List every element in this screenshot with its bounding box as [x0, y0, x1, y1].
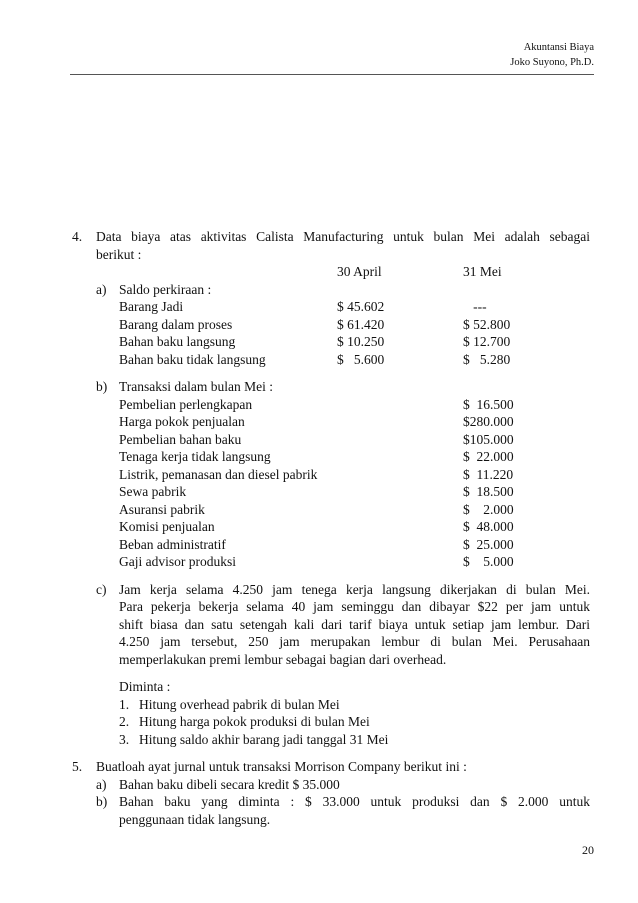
q5-b-marker: b): [96, 794, 108, 809]
diminta-item: [72, 713, 590, 731]
section-c-text: shift biasa dan satu setengah kali dari tarif biaya untuk setiap jam lembur. Dari: [119, 616, 590, 632]
header-title: Akuntansi Biaya: [523, 42, 594, 53]
saldo-mei: $ 52.800: [463, 316, 511, 332]
saldo-mei: $ 12.700: [463, 334, 511, 349]
section-a-title: [72, 281, 590, 299]
section-b-heading: Transaksi dalam bulan Mei :: [119, 379, 273, 394]
saldo-label: Bahan baku langsung: [119, 334, 236, 349]
q5-a-marker: a): [96, 776, 107, 792]
section-c-line: [72, 651, 590, 669]
q5-line1: [72, 758, 590, 776]
q4-line2: [72, 246, 590, 264]
transaksi-amount: $ 11.220: [463, 466, 514, 482]
q5-item-b: [72, 793, 590, 811]
saldo-row: [72, 333, 590, 351]
header-rule: [70, 74, 594, 75]
q4-intro-line1: Data biaya atas aktivitas Calista Manufacturing untuk bulan Mei adalah sebagai: [96, 229, 590, 244]
transaksi-label: Sewa pabrik: [119, 484, 187, 499]
transaksi-amount: $ 22.000: [463, 449, 514, 464]
diminta-text: Hitung saldo akhir barang jadi tanggal 31 Mei: [139, 731, 389, 747]
transaksi-row: [72, 466, 590, 484]
transaksi-amount: $280.000: [463, 414, 514, 429]
transaksi-label: Pembelian perlengkapan: [119, 396, 253, 412]
saldo-april: $ 5.600: [337, 351, 385, 367]
saldo-label: Bahan baku tidak langsung: [119, 351, 266, 367]
diminta-number: 3.: [119, 731, 130, 747]
transaksi-row: [72, 448, 590, 466]
q5-item-a: [72, 776, 590, 794]
section-c-text: Jam kerja selama 4.250 jam tenega kerja langsung dikerjakan di bulan Mei.: [119, 581, 590, 597]
transaksi-row: [72, 396, 590, 414]
transaksi-label: Pembelian bahan baku: [119, 431, 242, 447]
diminta-title: [72, 678, 590, 696]
q4-intro-line2: berikut :: [96, 246, 142, 262]
page-body: [72, 228, 590, 828]
transaksi-row: [72, 413, 590, 431]
transaksi-amount: $ 2.000: [463, 501, 514, 517]
transaksi-label: Beban administratif: [119, 536, 226, 552]
section-c-line: [72, 633, 590, 651]
diminta-number: 2.: [119, 714, 130, 729]
transaksi-row: [72, 483, 590, 501]
diminta-text: Hitung harga pokok produksi di bulan Mei: [139, 714, 370, 729]
column-headers: [72, 263, 590, 281]
transaksi-amount: $ 25.000: [463, 536, 514, 552]
page-number: 20: [582, 843, 594, 857]
transaksi-row: [72, 518, 590, 536]
saldo-mei: $ 5.280: [463, 351, 511, 367]
saldo-row: [72, 316, 590, 334]
transaksi-label: Gaji advisor produksi: [119, 554, 236, 569]
transaksi-amount: $ 48.000: [463, 519, 514, 534]
diminta-item: [72, 731, 590, 749]
transaksi-row: [72, 501, 590, 519]
column-header-april: 30 April: [337, 264, 382, 279]
transaksi-row: [72, 536, 590, 554]
section-c-marker: c): [96, 581, 107, 597]
q4-number: 4.: [72, 229, 83, 244]
transaksi-amount: $ 5.000: [463, 554, 514, 569]
saldo-april: $ 10.250: [337, 334, 385, 349]
column-header-mei: 31 Mei: [463, 264, 502, 279]
transaksi-label: Komisi penjualan: [119, 519, 215, 534]
transaksi-label: Asuransi pabrik: [119, 501, 205, 517]
section-c-line: [72, 581, 590, 599]
transaksi-label: Tenaga kerja tidak langsung: [119, 449, 271, 464]
diminta-item: [72, 696, 590, 714]
section-c-text: Para pekerja bekerja selama 40 jam seminggu dan dibayar $22 per jam untuk: [119, 599, 590, 614]
section-c-text: memperlakukan premi lembur sebagai bagian dari overhead.: [119, 651, 447, 667]
q4-line1: [72, 228, 590, 246]
diminta-number: 1.: [119, 696, 130, 712]
section-b-title: [72, 378, 590, 396]
diminta-text: Hitung overhead pabrik di bulan Mei: [139, 696, 340, 712]
transaksi-amount: $ 18.500: [463, 484, 514, 499]
saldo-april: $ 61.420: [337, 316, 385, 332]
q5-a-text: Bahan baku dibeli secara kredit $ 35.000: [119, 776, 340, 792]
section-a-heading: Saldo perkiraan :: [119, 281, 212, 297]
transaksi-row: [72, 553, 590, 571]
q5-number: 5.: [72, 759, 83, 774]
section-c-line: [72, 598, 590, 616]
section-c-text: 4.250 jam tersebut, 250 jam merupakan lembur di bulan Mei. Perusahaan: [119, 634, 590, 649]
saldo-row: [72, 351, 590, 369]
section-b-marker: b): [96, 379, 108, 394]
transaksi-label: Listrik, pemanasan dan diesel pabrik: [119, 466, 318, 482]
saldo-mei: ---: [463, 299, 487, 314]
section-c-line: [72, 616, 590, 634]
transaksi-row: [72, 431, 590, 449]
transaksi-label: Harga pokok penjualan: [119, 414, 245, 429]
q5-item-b-cont: [72, 811, 590, 829]
diminta-heading: Diminta :: [119, 679, 171, 694]
header-author: Joko Suyono, Ph.D.: [510, 57, 594, 68]
saldo-label: Barang dalam proses: [119, 316, 233, 332]
transaksi-amount: $ 16.500: [463, 396, 514, 412]
section-a-marker: a): [96, 281, 107, 297]
q5-b-text: Bahan baku yang diminta : $ 33.000 untuk produksi dan $ 2.000 untuk: [119, 794, 590, 809]
saldo-row: [72, 298, 590, 316]
q5-intro: Buatloah ayat jurnal untuk transaksi Morrison Company berikut ini :: [96, 759, 467, 774]
running-header: [510, 40, 594, 70]
transaksi-amount: $105.000: [463, 431, 514, 447]
saldo-april: $ 45.602: [337, 299, 385, 314]
q5-b-text-cont: penggunaan tidak langsung.: [119, 811, 271, 827]
saldo-label: Barang Jadi: [119, 299, 184, 314]
